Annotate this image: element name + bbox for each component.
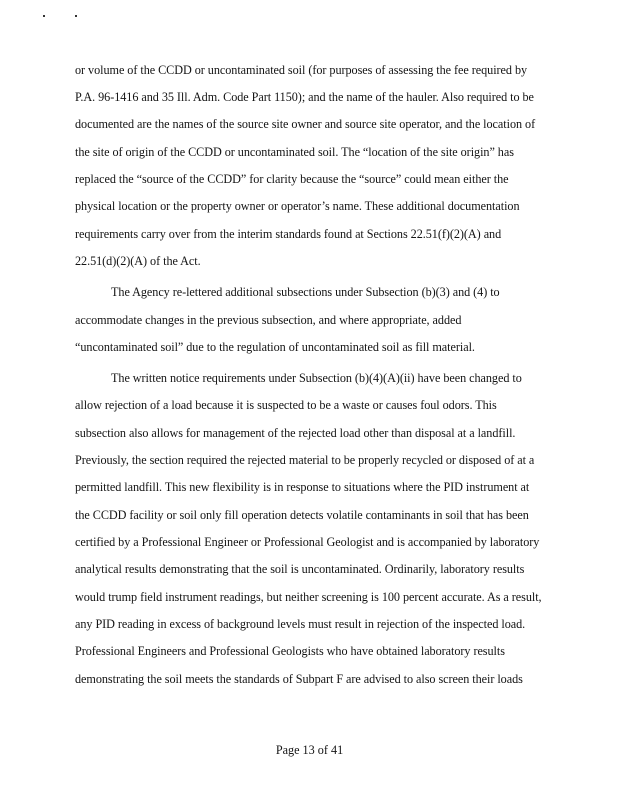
text-line: the CCDD facility or soil only fill operation detects volatile contaminants in soil that has been xyxy=(75,508,529,522)
text-line: physical location or the property owner or operator’s name. These additional documentation xyxy=(75,199,520,213)
page-number: Page 13 of 41 xyxy=(275,743,344,757)
text-line: documented are the names of the source site owner and source site operator, and the location of xyxy=(75,117,536,131)
text-line: the site of origin of the CCDD or uncontaminated soil. The “location of the site origin” has xyxy=(75,145,514,159)
text-line: “uncontaminated soil” due to the regulation of uncontaminated soil as fill material. xyxy=(75,340,475,354)
text-line: Previously, the section required the rejected material to be properly recycled or disposed of at a xyxy=(75,453,535,467)
text-line: P.A. 96-1416 and 35 Ill. Adm. Code Part 1150); and the name of the hauler. Also required to be xyxy=(75,90,534,104)
text-line: or volume of the CCDD or uncontaminated soil (for purposes of assessing the fee required by xyxy=(75,63,528,77)
text-line: subsection also allows for management of the rejected load other than disposal at a landfill. xyxy=(75,426,516,440)
scan-speck xyxy=(43,15,45,17)
text-line: requirements carry over from the interim standards found at Sections 22.51(f)(2)(A) and xyxy=(75,227,502,241)
text-line: accommodate changes in the previous subsection, and where appropriate, added xyxy=(75,313,462,327)
text-line: allow rejection of a load because it is suspected to be a waste or causes foul odors. This xyxy=(75,398,497,412)
text-line: certified by a Professional Engineer or Professional Geologist and is accompanied by laboratory xyxy=(75,535,540,549)
text-line: The written notice requirements under Subsection (b)(4)(A)(ii) have been changed to xyxy=(111,371,522,385)
text-line: The Agency re-lettered additional subsections under Subsection (b)(3) and (4) to xyxy=(111,285,500,299)
text-line: would trump field instrument readings, but neither screening is 100 percent accurate. As a result, xyxy=(75,590,542,604)
text-line: analytical results demonstrating that the soil is uncontaminated. Ordinarily, laboratory results xyxy=(75,562,525,576)
text-line: permitted landfill. This new flexibility is in response to situations where the PID instrument at xyxy=(75,480,530,494)
text-line: any PID reading in excess of background levels must result in rejection of the inspected load. xyxy=(75,617,526,631)
text-line: demonstrating the soil meets the standards of Subpart F are advised to also screen their loads xyxy=(75,672,523,686)
scan-speck xyxy=(75,15,77,17)
text-line: Professional Engineers and Professional Geologists who have obtained laboratory results xyxy=(75,644,505,658)
text-line: 22.51(d)(2)(A) of the Act. xyxy=(75,254,201,268)
text-line: replaced the “source of the CCDD” for clarity because the “source” could mean either the xyxy=(75,172,509,186)
